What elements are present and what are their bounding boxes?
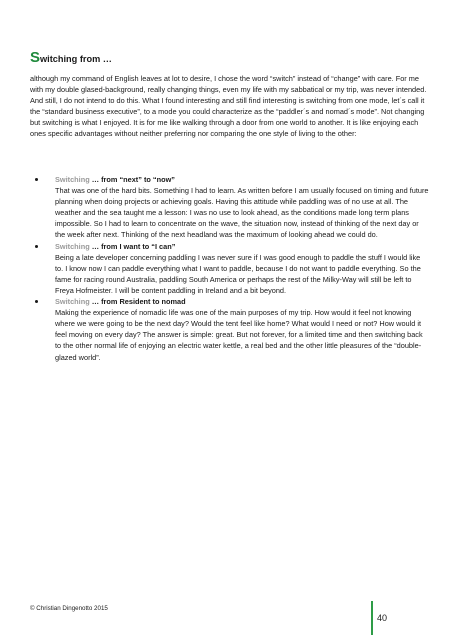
bullet-icon xyxy=(35,300,38,303)
bullet-keyword: Switching xyxy=(55,241,90,251)
bullet-keyword: Switching xyxy=(55,175,90,184)
list-item xyxy=(30,296,430,363)
bullet-title-text: … from Resident to nomad xyxy=(89,297,186,307)
intro-paragraph: although my command of English leaves at lot to desire, I chose the word “switch” instead of “change” with care. For me with my double glased-background, really changing things, even my life with my sabbatical or my trip, was never intended. And still, I do not intend to do this. What I found interesting and still find interesting is switching from one mode, let´s call it the “standard business executive”, to a mode you could characterize as the “paddler´s and nomad´s mode”. Not changing but switching is what I enjoyed. It is for me like walking through a door from one world to another. It is like enjoying each ones specific advantages without neither preferring nor comparing the one style of living to the other: xyxy=(30,74,427,139)
bullet-list xyxy=(30,174,430,363)
bullet-icon xyxy=(35,178,38,181)
bullet-icon xyxy=(35,245,38,248)
bullet-keyword: Switching xyxy=(55,297,90,307)
bullet-title xyxy=(55,297,186,306)
drop-cap: S xyxy=(30,49,41,66)
section-heading xyxy=(30,51,112,66)
bullet-body: Being a late developer concerning paddling I was never sure if I was good enough to paddle the stuff I would like to. I know now I can paddle everything what I want to paddle, because I do not want to paddle everything. So the fame for racing round Australia, paddling South America or perhaps the rest of the Milky-Way will still be left to Freya Hofmeister. I will be content paddling in Ireland and a bit beyond. xyxy=(55,252,421,295)
section-heading-text: witching from … xyxy=(40,54,112,64)
bullet-title-text: … from I want to “I can” xyxy=(89,241,176,251)
bullet-body: Making the experience of nomadic life was one of the main purposes of my trip. How would it feel not knowing where we were going to be the next day? Would the tent feel like home? What would I need or not? How would it feel moving on every day? The answer is simple: great. But not forever, for a limited time and then switching back to the other normal life of enjoying an electric water kettle, a real bed and the other little pleasures of the “double-glazed world”. xyxy=(55,308,423,362)
bullet-title xyxy=(55,242,175,251)
bullet-title-text: … from “next” to “now” xyxy=(89,175,175,184)
bullet-title xyxy=(55,175,175,184)
page-number-bar xyxy=(371,601,373,635)
list-item xyxy=(30,241,430,296)
bullet-body: That was one of the hard bits. Something I had to learn. As written before I am usually focused on timing and future planning when doing projects or achieving goals. Having this attitude while paddling was of no use at all. The weather and the sea taught me a lesson: I was no use to look ahead, as the conditions made long term plans impossible. So I had to learn to concentrate on the wave, the situation now, instead of thinking of the next day or the week after next. Thinking of the next headland was the maximum of looking ahead we could do. xyxy=(55,186,429,240)
page-number: 40 xyxy=(377,613,388,623)
copyright-footer: © Christian Dingenotto 2015 xyxy=(30,605,108,612)
list-item xyxy=(30,174,430,241)
